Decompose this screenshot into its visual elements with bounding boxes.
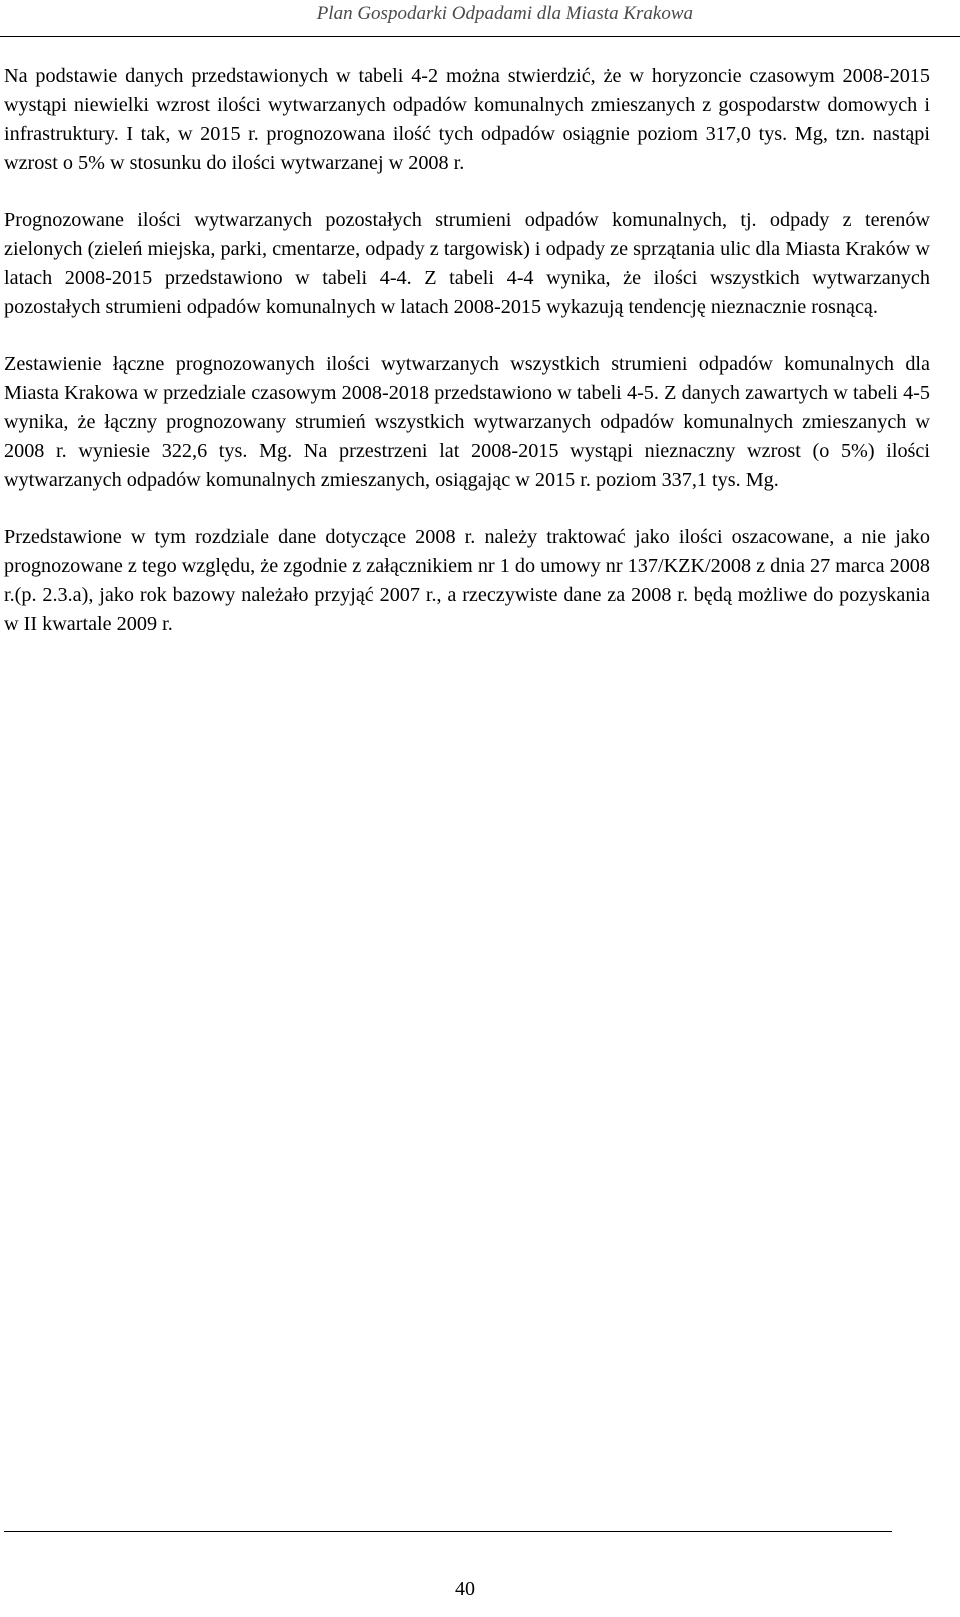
paragraph-4: Przedstawione w tym rozdziale dane dotyczące 2008 r. należy traktować jako ilości oszacowane, a nie jako prognozowane z tego względu, że zgodnie z załącznikiem nr 1 do umowy nr 137/KZK/2008 z dnia 27 marca 2008 r.(p. 2.3.a), jako rok bazowy należało przyjąć 2007 r., a rzeczywiste dane za 2008 r. będą możliwe do pozyskania w II kwartale 2009 r. [4, 526, 930, 635]
page-number: 40 [455, 1578, 475, 1600]
page-header-title [0, 2, 693, 26]
header-divider [0, 36, 960, 37]
paragraph-3: Zestawienie łączne prognozowanych ilości wytwarzanych wszystkich strumieni odpadów komunalnych dla Miasta Krakowa w przedziale czasowym 2008-2018 przedstawiono w tabeli 4-5. Z danych zawartych w tabeli 4-5 wynika, że łączny prognozowany strumień wszystkich wytwarzanych odpadów komunalnych zmieszanych w 2008 r. wyniesie 322,6 tys. Mg. Na przestrzeni lat 2008-2015 wystąpi nieznaczny wzrost (o 5%) ilości wytwarzanych odpadów komunalnych zmieszanych, osiągając w 2015 r. poziom 337,1 tys. Mg. [4, 353, 930, 491]
document-body [4, 62, 930, 667]
document-title: Plan Gospodarki Odpadami dla Miasta Krakowa [316, 3, 693, 24]
paragraph-1: Na podstawie danych przedstawionych w tabeli 4-2 można stwierdzić, że w horyzoncie czasowym 2008-2015 wystąpi niewielki wzrost ilości wytwarzanych odpadów komunalnych zmieszanych z gospodarstw domowych i infrastruktury. I tak, w 2015 r. prognozowana ilość tych odpadów osiągnie poziom 317,0 tys. Mg, tzn. nastąpi wzrost o 5% w stosunku do ilości wytwarzanej w 2008 r. [4, 65, 930, 174]
paragraph-2: Prognozowane ilości wytwarzanych pozostałych strumieni odpadów komunalnych, tj. odpady z terenów zielonych (zieleń miejska, parki, cmentarze, odpady z targowisk) i odpady ze sprzątania ulic dla Miasta Kraków w latach 2008-2015 przedstawiono w tabeli 4-4. Z tabeli 4-4 wynika, że ilości wszystkich wytwarzanych pozostałych strumieni odpadów komunalnych w latach 2008-2015 wykazują tendencję nieznacznie rosnącą. [4, 209, 930, 318]
footer-divider [4, 1531, 892, 1532]
